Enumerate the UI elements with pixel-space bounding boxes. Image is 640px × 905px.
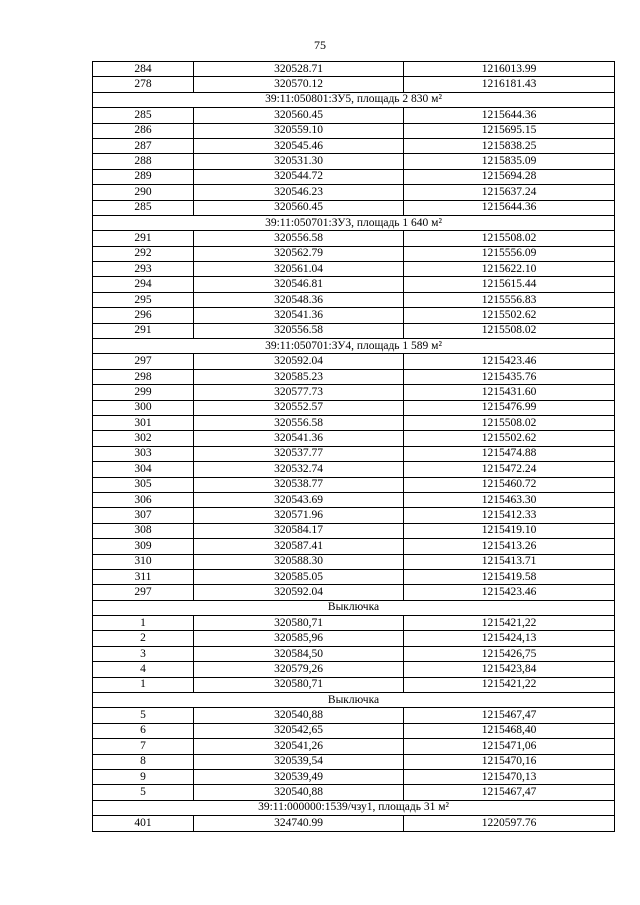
y-coordinate-cell: 1215556.09 [404,246,615,261]
y-coordinate-cell: 1215622.10 [404,262,615,277]
point-number-cell: 310 [93,554,194,569]
x-coordinate-cell: 320528.71 [194,62,404,77]
point-number-cell: 302 [93,431,194,446]
coordinates-table-body [93,62,615,832]
point-number-cell: 289 [93,169,194,184]
table-row [93,123,615,138]
point-number-cell: 288 [93,154,194,169]
point-number-cell: 287 [93,138,194,153]
y-coordinate-cell: 1215508.02 [404,323,615,338]
table-row [93,154,615,169]
point-number-cell: 2 [93,631,194,646]
table-row [93,631,615,646]
point-number-cell: 284 [93,62,194,77]
x-coordinate-cell: 320577.73 [194,385,404,400]
point-number-cell: 301 [93,415,194,430]
y-coordinate-cell: 1215695.15 [404,123,615,138]
section-label: Выключка [93,600,615,615]
table-row [93,754,615,769]
table-row [93,308,615,323]
table-row [93,785,615,800]
y-coordinate-cell: 1215694.28 [404,169,615,184]
x-coordinate-cell: 320537.77 [194,446,404,461]
x-coordinate-cell: 320546.81 [194,277,404,292]
point-number-cell: 297 [93,354,194,369]
table-row [93,585,615,600]
y-coordinate-cell: 1215508.02 [404,415,615,430]
table-row [93,816,615,831]
x-coordinate-cell: 320556.58 [194,323,404,338]
y-coordinate-cell: 1215467,47 [404,785,615,800]
point-number-cell: 298 [93,369,194,384]
point-number-cell: 295 [93,292,194,307]
x-coordinate-cell: 320546.23 [194,185,404,200]
y-coordinate-cell: 1215474.88 [404,446,615,461]
section-header-row [93,800,615,815]
table-row [93,446,615,461]
y-coordinate-cell: 1215419.10 [404,523,615,538]
x-coordinate-cell: 324740.99 [194,816,404,831]
x-coordinate-cell: 320544.72 [194,169,404,184]
x-coordinate-cell: 320556.58 [194,415,404,430]
table-row [93,169,615,184]
table-row [93,277,615,292]
point-number-cell: 7 [93,739,194,754]
y-coordinate-cell: 1215615.44 [404,277,615,292]
point-number-cell: 5 [93,708,194,723]
x-coordinate-cell: 320539,54 [194,754,404,769]
y-coordinate-cell: 1215413.71 [404,554,615,569]
x-coordinate-cell: 320539,49 [194,769,404,784]
x-coordinate-cell: 320592.04 [194,354,404,369]
y-coordinate-cell: 1215470,16 [404,754,615,769]
table-row [93,231,615,246]
y-coordinate-cell: 1215423.46 [404,354,615,369]
table-row [93,677,615,692]
section-header-row [93,600,615,615]
y-coordinate-cell: 1215426,75 [404,646,615,661]
table-row [93,569,615,584]
x-coordinate-cell: 320541.36 [194,431,404,446]
point-number-cell: 286 [93,123,194,138]
x-coordinate-cell: 320560.45 [194,200,404,215]
y-coordinate-cell: 1215412.33 [404,508,615,523]
point-number-cell: 3 [93,646,194,661]
table-row [93,323,615,338]
point-number-cell: 311 [93,569,194,584]
x-coordinate-cell: 320561.04 [194,262,404,277]
x-coordinate-cell: 320556.58 [194,231,404,246]
x-coordinate-cell: 320538.77 [194,477,404,492]
section-header-row [93,215,615,230]
point-number-cell: 5 [93,785,194,800]
x-coordinate-cell: 320592.04 [194,585,404,600]
y-coordinate-cell: 1215470,13 [404,769,615,784]
point-number-cell: 303 [93,446,194,461]
point-number-cell: 308 [93,523,194,538]
table-row [93,708,615,723]
y-coordinate-cell: 1215460.72 [404,477,615,492]
point-number-cell: 307 [93,508,194,523]
point-number-cell: 1 [93,677,194,692]
point-number-cell: 305 [93,477,194,492]
x-coordinate-cell: 320560.45 [194,108,404,123]
point-number-cell: 299 [93,385,194,400]
point-number-cell: 309 [93,539,194,554]
x-coordinate-cell: 320587.41 [194,539,404,554]
x-coordinate-cell: 320571.96 [194,508,404,523]
coordinates-table [92,61,615,832]
section-header-row [93,339,615,354]
point-number-cell: 304 [93,462,194,477]
x-coordinate-cell: 320552.57 [194,400,404,415]
section-label: 39:11:050801:ЗУ5, площадь 2 830 м² [93,92,615,107]
table-row [93,477,615,492]
y-coordinate-cell: 1215423,84 [404,662,615,677]
point-number-cell: 292 [93,246,194,261]
y-coordinate-cell: 1215421,22 [404,616,615,631]
y-coordinate-cell: 1215463.30 [404,492,615,507]
x-coordinate-cell: 320588.30 [194,554,404,569]
point-number-cell: 6 [93,723,194,738]
table-row [93,508,615,523]
y-coordinate-cell: 1215413.26 [404,539,615,554]
x-coordinate-cell: 320585.05 [194,569,404,584]
table-row [93,646,615,661]
x-coordinate-cell: 320579,26 [194,662,404,677]
y-coordinate-cell: 1215637.24 [404,185,615,200]
x-coordinate-cell: 320559.10 [194,123,404,138]
y-coordinate-cell: 1215472.24 [404,462,615,477]
y-coordinate-cell: 1216181.43 [404,77,615,92]
y-coordinate-cell: 1215835.09 [404,154,615,169]
x-coordinate-cell: 320545.46 [194,138,404,153]
table-row [93,138,615,153]
x-coordinate-cell: 320532.74 [194,462,404,477]
x-coordinate-cell: 320541,26 [194,739,404,754]
y-coordinate-cell: 1220597.76 [404,816,615,831]
point-number-cell: 296 [93,308,194,323]
y-coordinate-cell: 1215556.83 [404,292,615,307]
section-label: 39:11:050701:ЗУ4, площадь 1 589 м² [93,339,615,354]
y-coordinate-cell: 1215508.02 [404,231,615,246]
x-coordinate-cell: 320584.17 [194,523,404,538]
table-row [93,662,615,677]
point-number-cell: 300 [93,400,194,415]
point-number-cell: 8 [93,754,194,769]
table-row [93,246,615,261]
y-coordinate-cell: 1215419.58 [404,569,615,584]
x-coordinate-cell: 320542,65 [194,723,404,738]
table-row [93,385,615,400]
point-number-cell: 297 [93,585,194,600]
y-coordinate-cell: 1215476.99 [404,400,615,415]
x-coordinate-cell: 320585.23 [194,369,404,384]
x-coordinate-cell: 320580,71 [194,616,404,631]
y-coordinate-cell: 1215468,40 [404,723,615,738]
point-number-cell: 401 [93,816,194,831]
y-coordinate-cell: 1215471,06 [404,739,615,754]
table-row [93,185,615,200]
table-row [93,108,615,123]
x-coordinate-cell: 320541.36 [194,308,404,323]
point-number-cell: 290 [93,185,194,200]
point-number-cell: 1 [93,616,194,631]
table-row [93,369,615,384]
x-coordinate-cell: 320585,96 [194,631,404,646]
table-row [93,400,615,415]
y-coordinate-cell: 1215644.36 [404,108,615,123]
point-number-cell: 291 [93,231,194,246]
section-label: Выключка [93,693,615,708]
section-header-row [93,92,615,107]
section-header-row [93,693,615,708]
table-row [93,431,615,446]
x-coordinate-cell: 320580,71 [194,677,404,692]
y-coordinate-cell: 1215431.60 [404,385,615,400]
point-number-cell: 294 [93,277,194,292]
table-row [93,262,615,277]
table-row [93,492,615,507]
table-row [93,739,615,754]
table-row [93,554,615,569]
y-coordinate-cell: 1215502.62 [404,308,615,323]
table-row [93,354,615,369]
table-row [93,292,615,307]
point-number-cell: 293 [93,262,194,277]
table-row [93,616,615,631]
y-coordinate-cell: 1215467,47 [404,708,615,723]
y-coordinate-cell: 1216013.99 [404,62,615,77]
section-label: 39:11:000000:1539/чзу1, площадь 31 м² [93,800,615,815]
point-number-cell: 306 [93,492,194,507]
point-number-cell: 285 [93,108,194,123]
x-coordinate-cell: 320548.36 [194,292,404,307]
page-number: 75 [314,38,326,52]
point-number-cell: 4 [93,662,194,677]
x-coordinate-cell: 320543.69 [194,492,404,507]
y-coordinate-cell: 1215421,22 [404,677,615,692]
y-coordinate-cell: 1215502.62 [404,431,615,446]
x-coordinate-cell: 320570.12 [194,77,404,92]
table-row [93,523,615,538]
point-number-cell: 278 [93,77,194,92]
table-row [93,415,615,430]
x-coordinate-cell: 320540,88 [194,708,404,723]
table-row [93,62,615,77]
y-coordinate-cell: 1215838.25 [404,138,615,153]
x-coordinate-cell: 320531.30 [194,154,404,169]
table-row [93,723,615,738]
y-coordinate-cell: 1215423.46 [404,585,615,600]
point-number-cell: 285 [93,200,194,215]
x-coordinate-cell: 320562.79 [194,246,404,261]
x-coordinate-cell: 320584,50 [194,646,404,661]
y-coordinate-cell: 1215424,13 [404,631,615,646]
section-label: 39:11:050701:ЗУ3, площадь 1 640 м² [93,215,615,230]
y-coordinate-cell: 1215435.76 [404,369,615,384]
table-row [93,462,615,477]
point-number-cell: 9 [93,769,194,784]
table-row [93,77,615,92]
x-coordinate-cell: 320540,88 [194,785,404,800]
y-coordinate-cell: 1215644.36 [404,200,615,215]
table-row [93,539,615,554]
table-row [93,769,615,784]
table-row [93,200,615,215]
point-number-cell: 291 [93,323,194,338]
